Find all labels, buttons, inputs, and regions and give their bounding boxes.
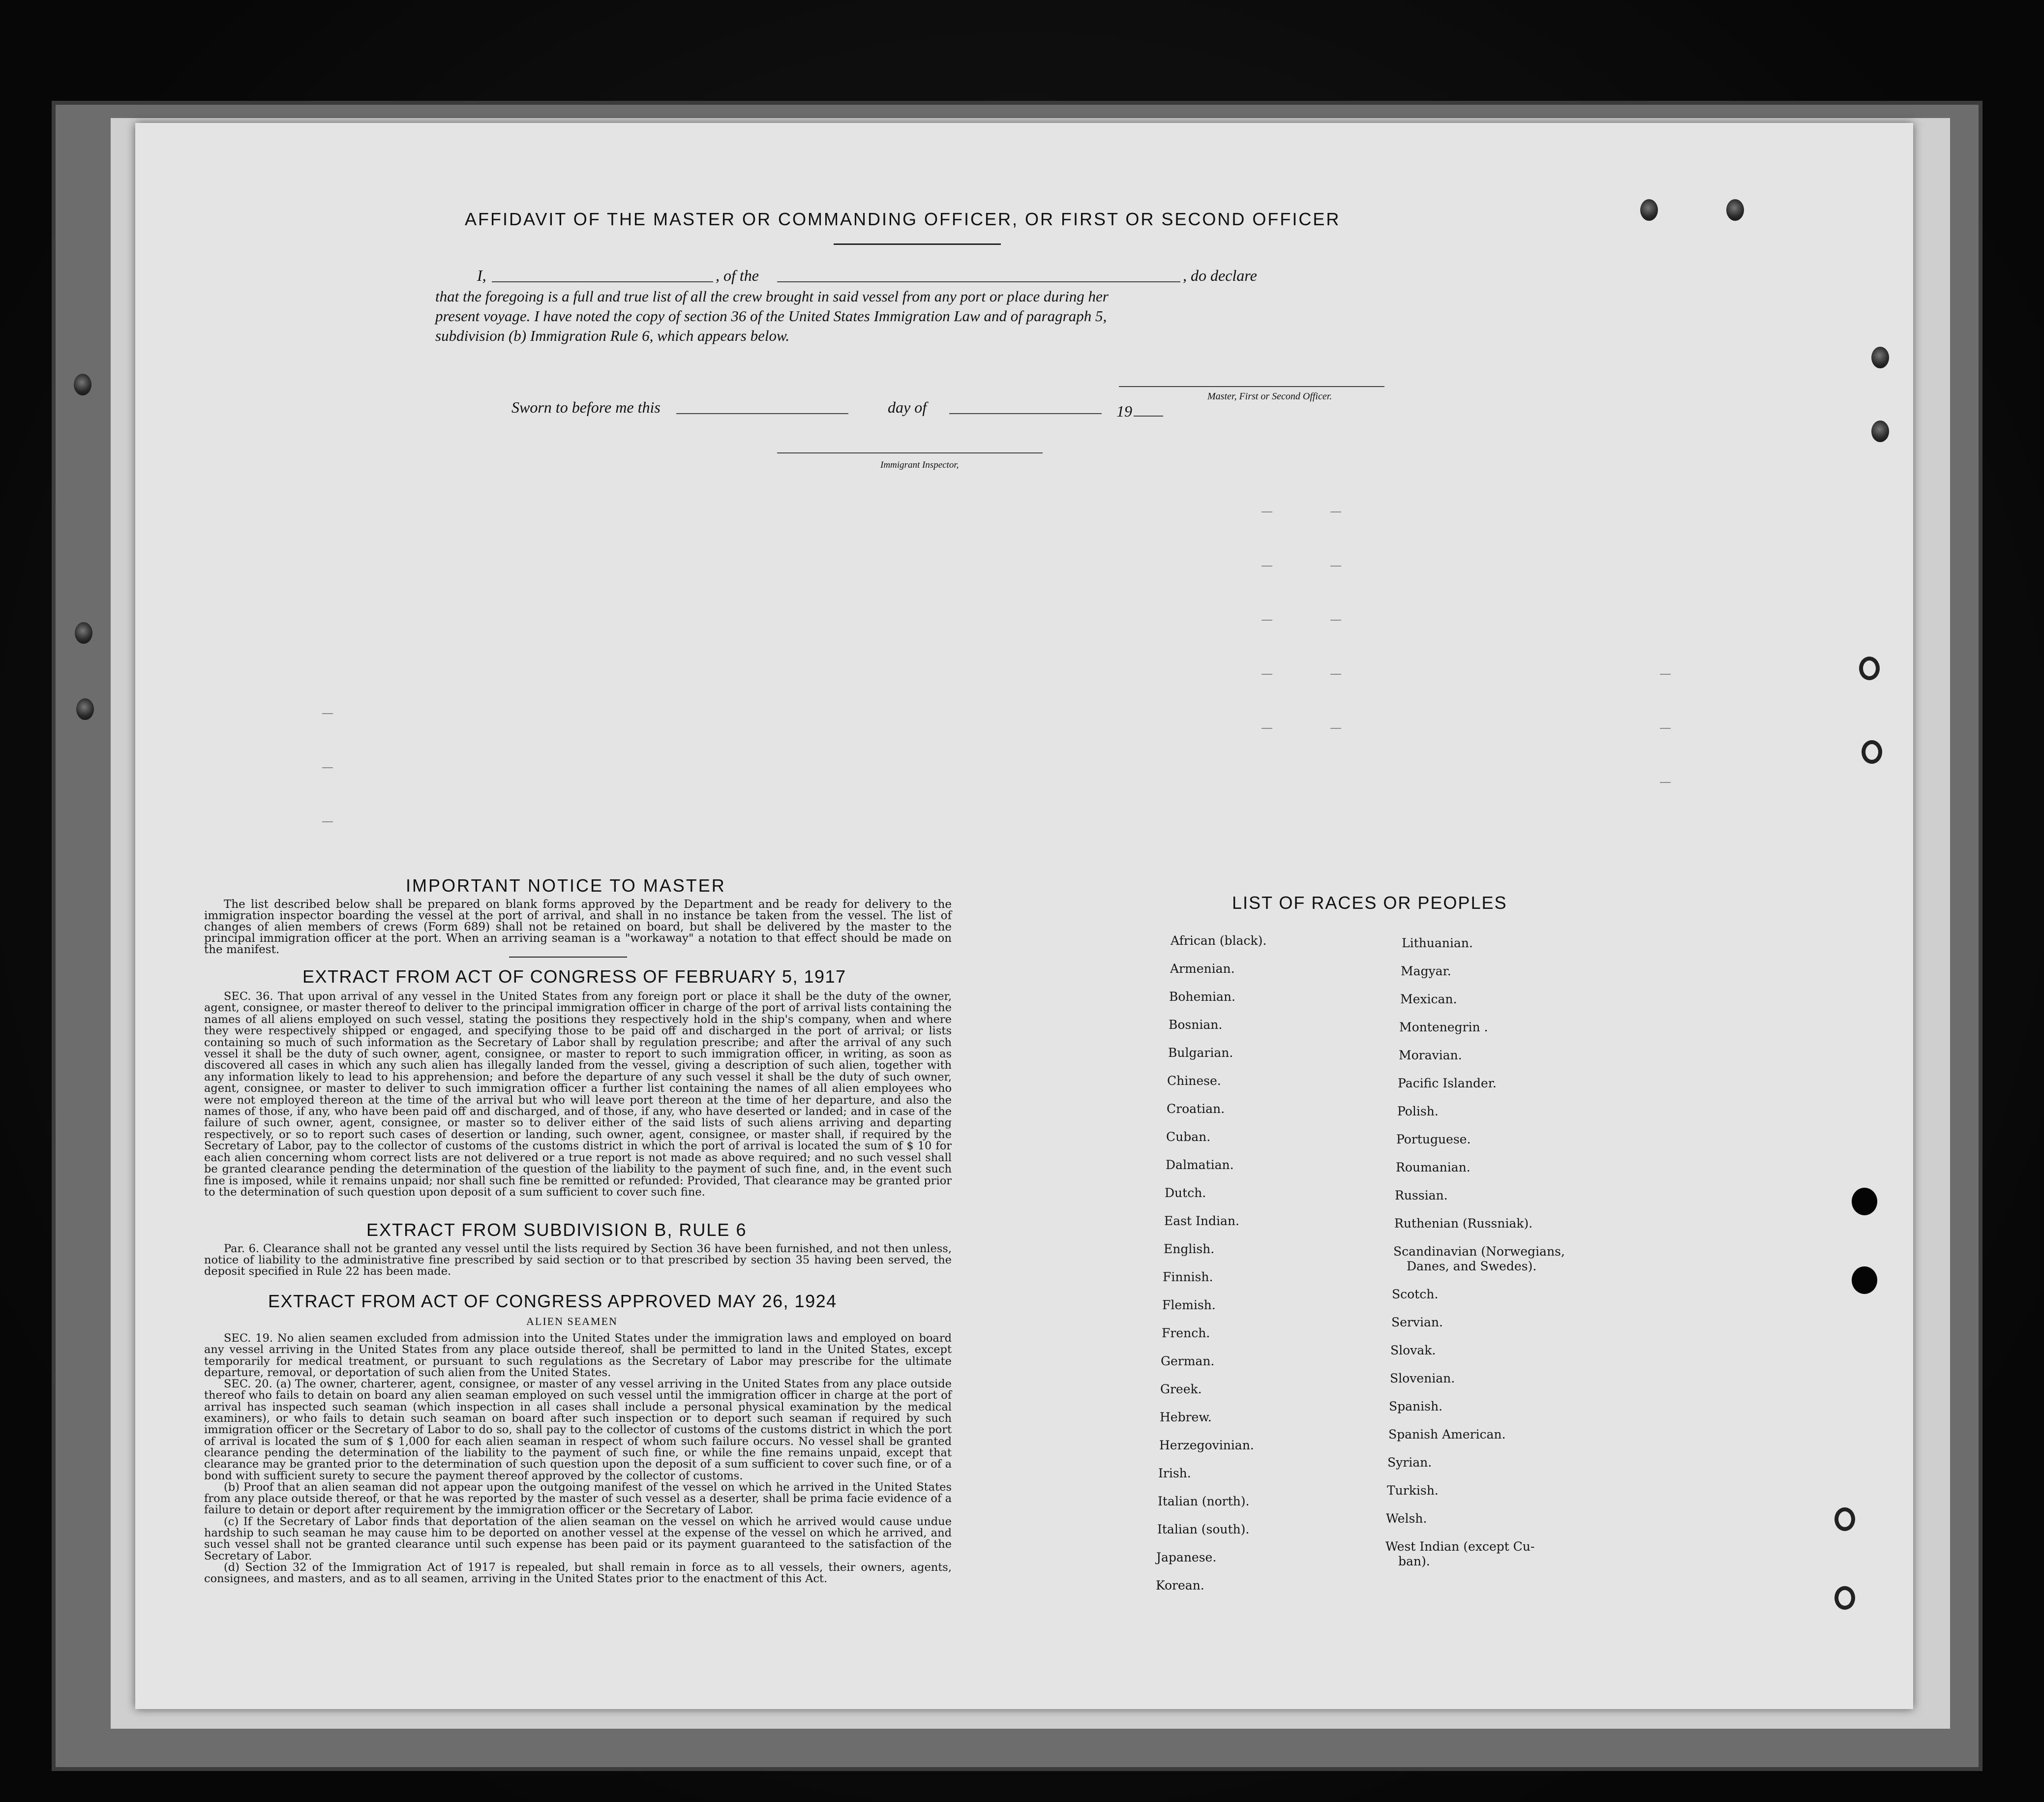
punch-hole bbox=[1640, 199, 1658, 221]
inspector-caption: Immigrant Inspector, bbox=[880, 460, 959, 470]
race-item: French. bbox=[1162, 1326, 1210, 1340]
race-item: Moravian. bbox=[1399, 1048, 1462, 1062]
race-item: Welsh. bbox=[1386, 1511, 1427, 1526]
punch-hole bbox=[1834, 1507, 1855, 1531]
notice-paragraph: The list described below shall be prepared on blank forms approved by the Department and be ready for delivery to the immigration inspector boarding the vessel at the port of arrival, and shall in no instance be taken from the vessel. The list of changes of alien members of crews (Form 689) shall not be retained on board, but shall be delivered by the master to the principal immigration officer at the port. When an arriving seaman is a "workaway" a notation to that effect should be made on the manifest. bbox=[204, 898, 952, 956]
bleed-mark bbox=[1262, 566, 1272, 567]
race-item: Roumanian. bbox=[1396, 1160, 1471, 1174]
race-item: Armenian. bbox=[1170, 961, 1235, 976]
sworn-year-blank bbox=[1134, 416, 1163, 417]
race-item: ban). bbox=[1398, 1554, 1430, 1568]
affidavit-title-rule bbox=[834, 243, 1001, 245]
race-item: Hebrew. bbox=[1160, 1410, 1212, 1424]
race-item: Magyar. bbox=[1401, 964, 1451, 978]
sec-20d-paragraph: (d) Section 32 of the Immigration Act of 1917 is repealed, but shall remain in force as to all vessels, their owners, agents, consignees, and masters, and as to all seamen, arriving in the United States prior to the enactment of this Act. bbox=[204, 1561, 952, 1586]
sworn-year: 19 bbox=[1116, 402, 1132, 420]
punch-hole bbox=[1726, 199, 1744, 221]
declaration-line-3: present voyage. I have noted the copy of section 36 of the United States Immigration Law and of paragraph 5, bbox=[435, 307, 1107, 325]
punch-hole bbox=[1871, 347, 1889, 368]
race-item: Turkish. bbox=[1387, 1483, 1439, 1498]
binder-hole bbox=[75, 622, 92, 644]
extract-1924-text bbox=[204, 1333, 952, 1585]
bleed-mark bbox=[1330, 511, 1341, 512]
race-item: Herzegovinian. bbox=[1159, 1438, 1254, 1452]
sec-20a-paragraph: SEC. 20. (a) The owner, charterer, agent, consignee, or master of any vessel arriving in the United States from any place outside thereof who fails to detain on board any alien seaman employed on such vessel until the immigration officer in charge at the port of arrival has inspected such seaman (which inspection in all cases shall include a personal physical examination by the medical examiners), or who fails to detain such seaman on board after such inspection or to deport such seaman if required by such immigration officer or the Secretary of Labor to do so, shall pay to the collector of customs of the customs district in which the port of arrival is located the sum of $ 1,000 for each alien seaman in respect of whom such failure occurs. No vessel shall be granted clearance pending the determination of the liability to the payment of such fine, or while the fine remains unpaid, except that clearance may be granted prior to the determination of such question upon the deposit of a sum sufficient to cover such fine, or of a bond with sufficient surety to secure the payment thereof approved by the collector of customs. bbox=[204, 1378, 952, 1482]
extract-1924-subtitle: ALIEN SEAMEN bbox=[526, 1315, 618, 1327]
sworn-date-blank bbox=[676, 413, 848, 414]
bleed-mark bbox=[1660, 728, 1671, 729]
punch-hole bbox=[1852, 1188, 1877, 1215]
affidavit-title: AFFIDAVIT OF THE MASTER OR COMMANDING OFFICER, OR FIRST OR SECOND OFFICER bbox=[465, 209, 1341, 229]
race-item: West Indian (except Cu- bbox=[1385, 1539, 1535, 1554]
bleed-mark bbox=[1330, 728, 1341, 729]
bleed-mark bbox=[1262, 511, 1272, 512]
race-item: German. bbox=[1161, 1354, 1215, 1368]
extract-1917-title: EXTRACT FROM ACT OF CONGRESS OF FEBRUARY 5, 1917 bbox=[302, 966, 846, 987]
race-item: Italian (north). bbox=[1158, 1494, 1250, 1508]
race-item: English. bbox=[1164, 1242, 1215, 1256]
extract-1924-title: EXTRACT FROM ACT OF CONGRESS APPROVED MAY 26, 1924 bbox=[268, 1291, 837, 1311]
punch-hole bbox=[1859, 657, 1880, 680]
race-item: Japanese. bbox=[1156, 1550, 1217, 1564]
race-item: Greek. bbox=[1160, 1382, 1202, 1396]
race-item: Montenegrin . bbox=[1399, 1020, 1488, 1034]
race-item: Spanish American. bbox=[1388, 1427, 1506, 1442]
race-item: Servian. bbox=[1391, 1315, 1443, 1329]
sworn-day-of: day of bbox=[888, 398, 927, 416]
name-blank bbox=[492, 281, 713, 282]
race-item: Russian. bbox=[1395, 1188, 1448, 1202]
sec-19-paragraph: SEC. 19. No alien seamen excluded from admission into the United States under the immigration laws and employed on board any vessel arriving in the United States from any place outside thereof, shall be permitted to land in the United States, except temporarily for medical treatment, or pursuant to such regulations as the Secretary of Labor may prescribe for the ultimate departure, removal, or deportation of such alien from the United States. bbox=[204, 1332, 952, 1379]
notice-rule bbox=[509, 957, 627, 958]
bleed-mark bbox=[322, 767, 333, 768]
bleed-mark bbox=[1330, 674, 1341, 675]
declaration-i: I, bbox=[477, 267, 486, 284]
bleed-mark bbox=[1262, 674, 1272, 675]
race-item: Slovak. bbox=[1390, 1343, 1436, 1357]
race-item: Syrian. bbox=[1387, 1455, 1432, 1470]
punch-hole bbox=[1871, 420, 1889, 442]
notice-text bbox=[204, 899, 952, 956]
declaration-line-2: that the foregoing is a full and true list of all the crew brought in said vessel from any port or place during her bbox=[435, 288, 1109, 305]
race-item: Irish. bbox=[1158, 1466, 1191, 1480]
race-item: Dutch. bbox=[1165, 1186, 1206, 1200]
race-item: Flemish. bbox=[1162, 1298, 1216, 1312]
bleed-mark bbox=[1262, 728, 1272, 729]
race-item: Scandinavian (Norwegians, bbox=[1393, 1244, 1565, 1259]
bleed-mark bbox=[1660, 782, 1671, 783]
declaration-line-4: subdivision (b) Immigration Rule 6, which appears below. bbox=[435, 327, 790, 344]
vessel-blank bbox=[777, 281, 1180, 282]
race-item: Scotch. bbox=[1392, 1287, 1439, 1301]
race-item: Lithuanian. bbox=[1402, 936, 1473, 950]
race-item: Bohemian. bbox=[1169, 990, 1235, 1004]
race-item: Bulgarian. bbox=[1168, 1046, 1233, 1060]
extract-1917-text bbox=[204, 991, 952, 1198]
signature-caption: Master, First or Second Officer. bbox=[1207, 391, 1332, 402]
race-item: Mexican. bbox=[1400, 992, 1457, 1006]
race-item: Croatian. bbox=[1167, 1102, 1225, 1116]
races-title: LIST OF RACES OR PEOPLES bbox=[1232, 893, 1507, 913]
race-item: Dalmatian. bbox=[1166, 1158, 1234, 1172]
signature-blank bbox=[1119, 386, 1384, 387]
race-item: East Indian. bbox=[1164, 1214, 1239, 1228]
race-item: Spanish. bbox=[1389, 1399, 1443, 1413]
sec-20b-paragraph: (b) Proof that an alien seaman did not appear upon the outgoing manifest of the vessel on which he arrived in the United States from any place outside thereof, or that he was reported by the master of such vessel as a deserter, shall be prima facie evidence of a failure to detain or deport after requirement by the immigration officer or the Secretary of Labor. bbox=[204, 1480, 952, 1517]
bleed-mark bbox=[322, 821, 333, 822]
race-item: Polish. bbox=[1397, 1104, 1439, 1118]
extract-rule6-text bbox=[204, 1243, 952, 1277]
race-item: Korean. bbox=[1156, 1578, 1204, 1592]
binder-hole bbox=[76, 698, 94, 720]
punch-hole bbox=[1862, 740, 1882, 764]
bleed-mark bbox=[322, 713, 333, 714]
extract-rule6-paragraph: Par. 6. Clearance shall not be granted any vessel until the lists required by Section 36 have been furnished, and not then unless, notice of liability to the administrative fine prescribed by said section or to that prescribed by section 35 having been served, the deposit specified in Rule 22 has been made. bbox=[204, 1242, 952, 1278]
race-item: Finnish. bbox=[1163, 1270, 1213, 1284]
declaration-of-the: , of the bbox=[716, 267, 759, 284]
bleed-mark bbox=[1330, 620, 1341, 621]
race-item: African (black). bbox=[1171, 933, 1267, 948]
race-item: Cuban. bbox=[1166, 1130, 1211, 1144]
race-item: Pacific Islander. bbox=[1398, 1076, 1497, 1090]
race-item: Ruthenian (Russniak). bbox=[1394, 1216, 1533, 1231]
form-page bbox=[135, 123, 1913, 1709]
bleed-mark bbox=[1330, 566, 1341, 567]
binder-hole bbox=[74, 374, 91, 395]
inspector-blank bbox=[777, 452, 1043, 453]
race-item: Slovenian. bbox=[1390, 1371, 1455, 1385]
punch-hole bbox=[1834, 1586, 1855, 1610]
bleed-mark bbox=[1262, 620, 1272, 621]
race-item: Danes, and Swedes). bbox=[1407, 1259, 1537, 1273]
race-item: Italian (south). bbox=[1157, 1522, 1250, 1536]
sworn-prefix: Sworn to before me this bbox=[511, 398, 661, 416]
extract-1917-paragraph: SEC. 36. That upon arrival of any vessel in the United States from any foreign port or place it shall be the duty of the owner, agent, consignee, or master thereof to deliver to the principal immigration officer in charge of the port of arrival lists containing the names of all aliens employed on such vessel, stating the positions they respectively hold in the ship's company, when and where they were respectively shipped or engaged, and specifying those to be paid off and discharged in the port of arrival; or lists containing so much of such information as the Secretary of Labor shall by regulation prescribe; and after the arrival of any such vessel it shall be the duty of such owner, agent, consignee, or master to report to such immigration officer, in writing, as soon as discovered all cases in which any such alien has illegally landed from the vessel, giving a description of such alien, together with any information likely to lead to his apprehension; and before the departure of any such vessel it shall be the duty of such owner, agent, consignee, or master to deliver to such immigration officer a further list containing the names of all alien employees who were not employed thereon at the time of the arrival but who will leave port thereon at the time of her departure, and also the names of those, if any, who have been paid off and discharged, and of those, if any, who have deserted or landed; and in case of the failure of such owner, agent, consignee, or master so to deliver either of the said lists of such aliens arriving and departing respectively, or so to report such cases of desertion or landing, such owner, agent, consignee, or master shall, if required by the Secretary of Labor, pay to the collector of customs of the customs district in which the port of arrival is located the sum of $ 10 for each alien concerning whom correct lists are not delivered or a true report is not made as above required; and no such vessel shall be granted clearance pending the determination of the question of the liability to the payment of such fine, and, in the event such fine is imposed, while it remains unpaid; nor shall such fine be remitted or refunded: Provided, That clearance may be granted prior to the determination of such question upon deposit of a sum sufficient to cover such fine. bbox=[204, 990, 952, 1199]
declaration-do-declare: , do declare bbox=[1183, 267, 1257, 284]
race-item: Portuguese. bbox=[1396, 1132, 1471, 1146]
race-item: Chinese. bbox=[1167, 1074, 1221, 1088]
punch-hole bbox=[1852, 1266, 1877, 1294]
notice-title: IMPORTANT NOTICE TO MASTER bbox=[406, 875, 726, 896]
sec-20c-paragraph: (c) If the Secretary of Labor finds that deportation of the alien seaman on the vessel on which he arrived would cause undue hardship to such seaman he may cause him to be deported on another vessel at the expense of the vessel on which he arrived, and such vessel shall not be granted clearance until such expense has been paid or its payment guaranteed to the satisfaction of the Secretary of Labor. bbox=[204, 1515, 952, 1562]
bleed-mark bbox=[1660, 674, 1671, 675]
extract-rule6-title: EXTRACT FROM SUBDIVISION B, RULE 6 bbox=[366, 1220, 747, 1240]
race-item: Bosnian. bbox=[1169, 1018, 1223, 1032]
sworn-month-blank bbox=[949, 413, 1102, 414]
